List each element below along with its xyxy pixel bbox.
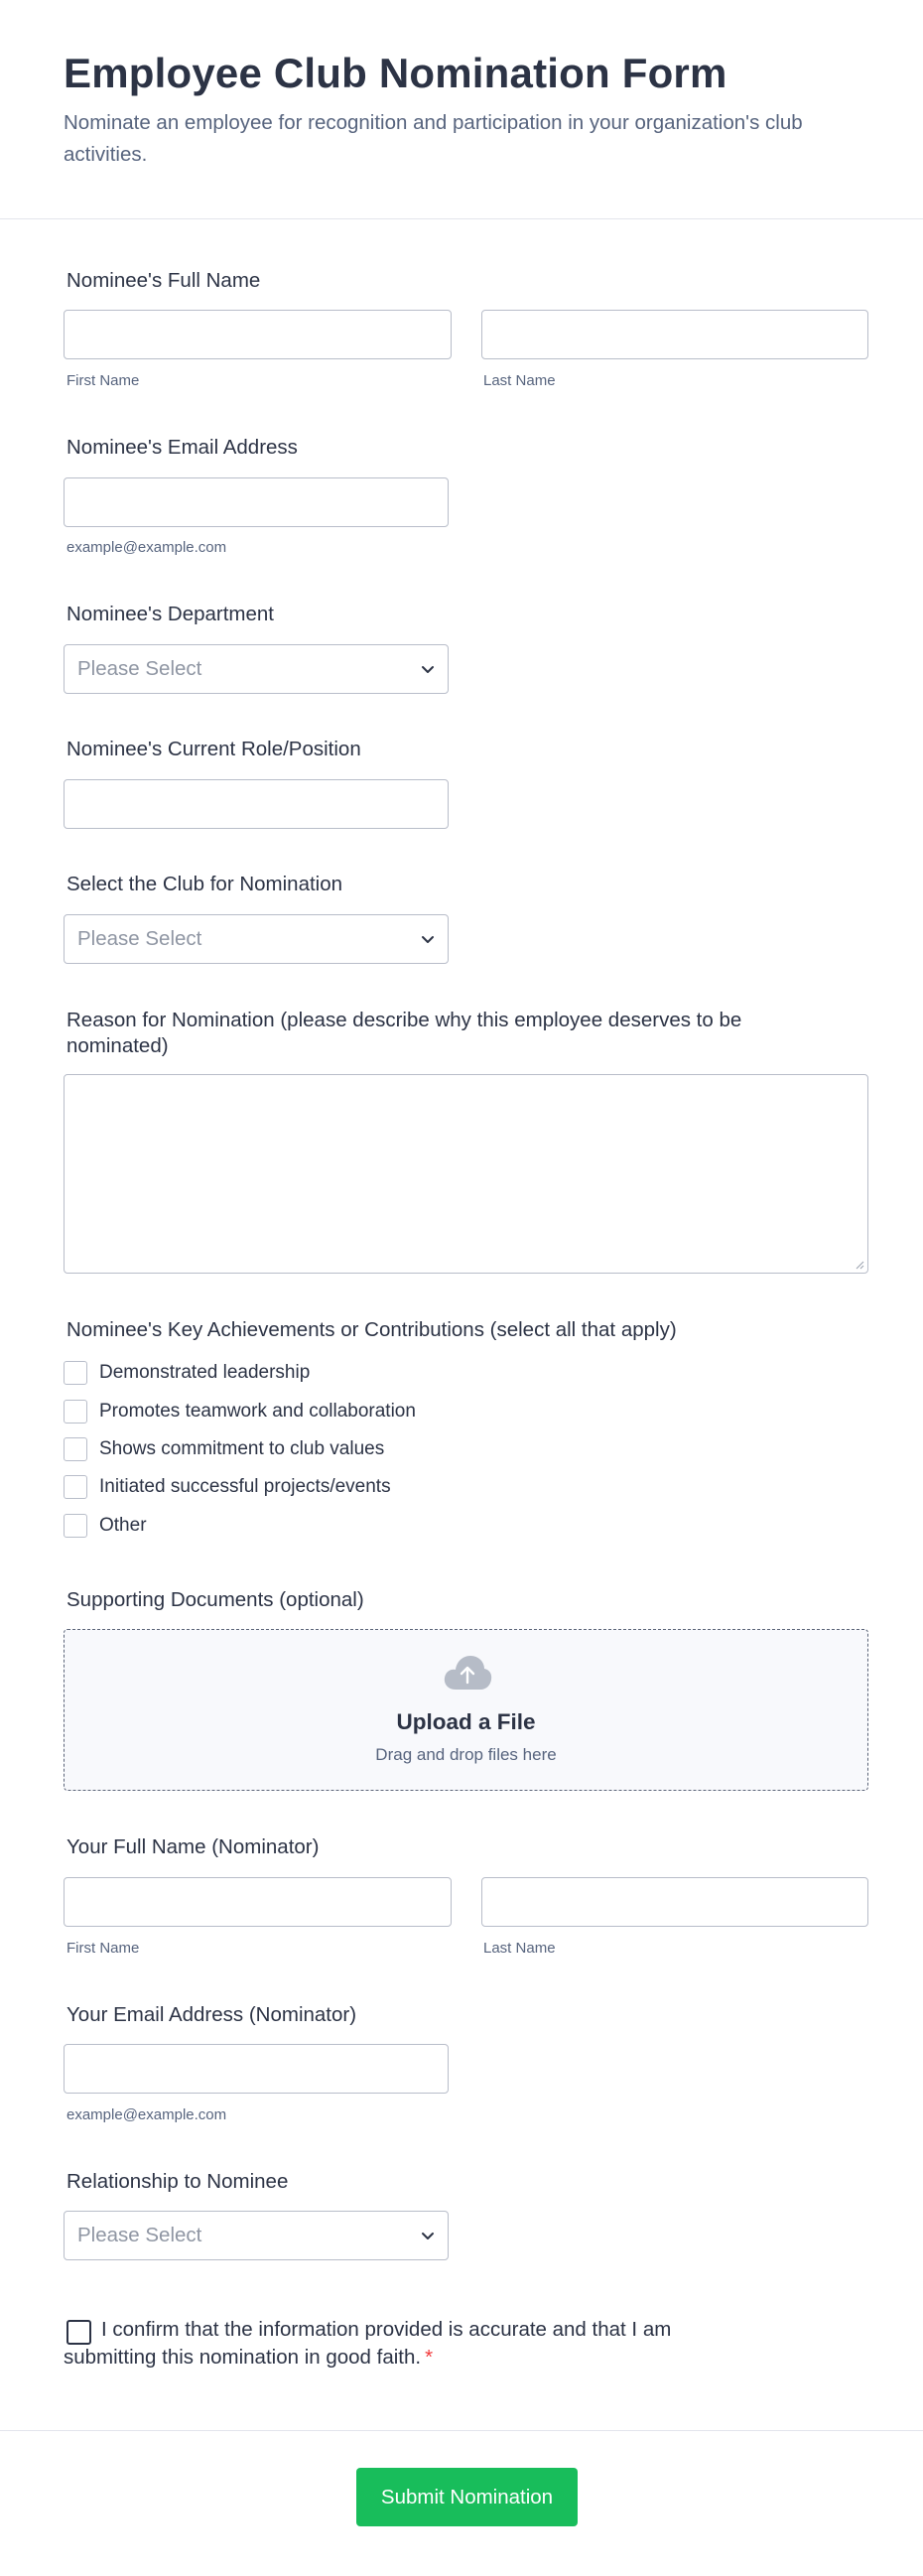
nominee-last-name-input[interactable] (481, 310, 868, 359)
nominator-email-label: Your Email Address (Nominator) (66, 2003, 357, 2026)
upload-hint: Drag and drop files here (375, 1745, 557, 1764)
checkbox[interactable] (64, 1400, 87, 1424)
club-label: Select the Club for Nomination (66, 873, 343, 895)
form-header (0, 0, 923, 219)
nominee-email-input[interactable] (64, 477, 449, 527)
required-asterisk: * (425, 2346, 434, 2369)
nominator-first-name-sublabel: First Name (66, 1940, 140, 1957)
checkbox[interactable] (64, 1475, 87, 1499)
achievements-label: Nominee's Key Achievements or Contributions (select all that apply) (66, 1318, 677, 1341)
relationship-select[interactable] (64, 2211, 449, 2260)
chevron-down-icon (420, 661, 436, 677)
reason-textarea[interactable] (64, 1074, 868, 1274)
resize-grip-icon[interactable] (855, 1260, 864, 1270)
cloud-upload-icon (443, 1654, 492, 1692)
nominee-department-select[interactable] (64, 644, 449, 694)
nominator-email-sublabel: example@example.com (66, 2106, 227, 2123)
nominee-first-name-sublabel: First Name (66, 372, 140, 389)
nominee-first-name-input[interactable] (64, 310, 452, 359)
achievement-option[interactable] (64, 1360, 310, 1386)
documents-label: Supporting Documents (optional) (66, 1588, 364, 1611)
nominee-name-label: Nominee's Full Name (66, 269, 261, 292)
achievement-option-label: Shows commitment to club values (99, 1438, 385, 1459)
department-placeholder: Please Select (77, 657, 202, 680)
nominator-first-name-input[interactable] (64, 1877, 452, 1927)
upload-title: Upload a File (396, 1709, 536, 1734)
relationship-placeholder: Please Select (77, 2224, 202, 2246)
achievement-option-label: Demonstrated leadership (99, 1362, 311, 1383)
achievement-option[interactable] (64, 1474, 391, 1500)
club-select[interactable] (64, 914, 449, 964)
nominator-last-name-input[interactable] (481, 1877, 868, 1927)
nominee-department-label: Nominee's Department (66, 603, 275, 625)
nominator-name-label: Your Full Name (Nominator) (66, 1835, 320, 1858)
nominator-last-name-sublabel: Last Name (483, 1940, 556, 1957)
achievement-option[interactable] (64, 1436, 384, 1462)
nominee-last-name-sublabel: Last Name (483, 372, 556, 389)
achievement-option[interactable] (64, 1513, 147, 1539)
achievement-option-label: Initiated successful projects/events (99, 1476, 391, 1497)
checkbox[interactable] (64, 1437, 87, 1461)
confirmation-label (64, 2316, 719, 2372)
file-upload-dropzone[interactable] (64, 1629, 868, 1791)
checkbox[interactable] (64, 1361, 87, 1385)
chevron-down-icon (420, 2228, 436, 2243)
checkbox[interactable] (64, 1514, 87, 1538)
relationship-label: Relationship to Nominee (66, 2170, 289, 2193)
confirmation-text: I confirm that the information provided is accurate and that I am submitting this nomination in good faith. (64, 2318, 672, 2369)
achievement-option[interactable] (64, 1399, 416, 1424)
nominator-email-input[interactable] (64, 2044, 449, 2094)
form-title: Employee Club Nomination Form (64, 50, 727, 96)
achievement-option-label: Other (99, 1515, 147, 1536)
nominee-email-label: Nominee's Email Address (66, 436, 298, 459)
chevron-down-icon (420, 931, 436, 947)
nominee-role-label: Nominee's Current Role/Position (66, 738, 361, 760)
form-subtitle: Nominate an employee for recognition and participation in your organization's club activities. (64, 111, 803, 166)
submit-button[interactable]: Submit Nomination (356, 2468, 578, 2526)
nominee-role-input[interactable] (64, 779, 449, 829)
achievement-option-label: Promotes teamwork and collaboration (99, 1401, 416, 1422)
club-placeholder: Please Select (77, 927, 202, 950)
nominee-email-sublabel: example@example.com (66, 539, 227, 556)
reason-label: Reason for Nomination (please describe why this employee deserves to be nominated) (66, 1009, 742, 1057)
